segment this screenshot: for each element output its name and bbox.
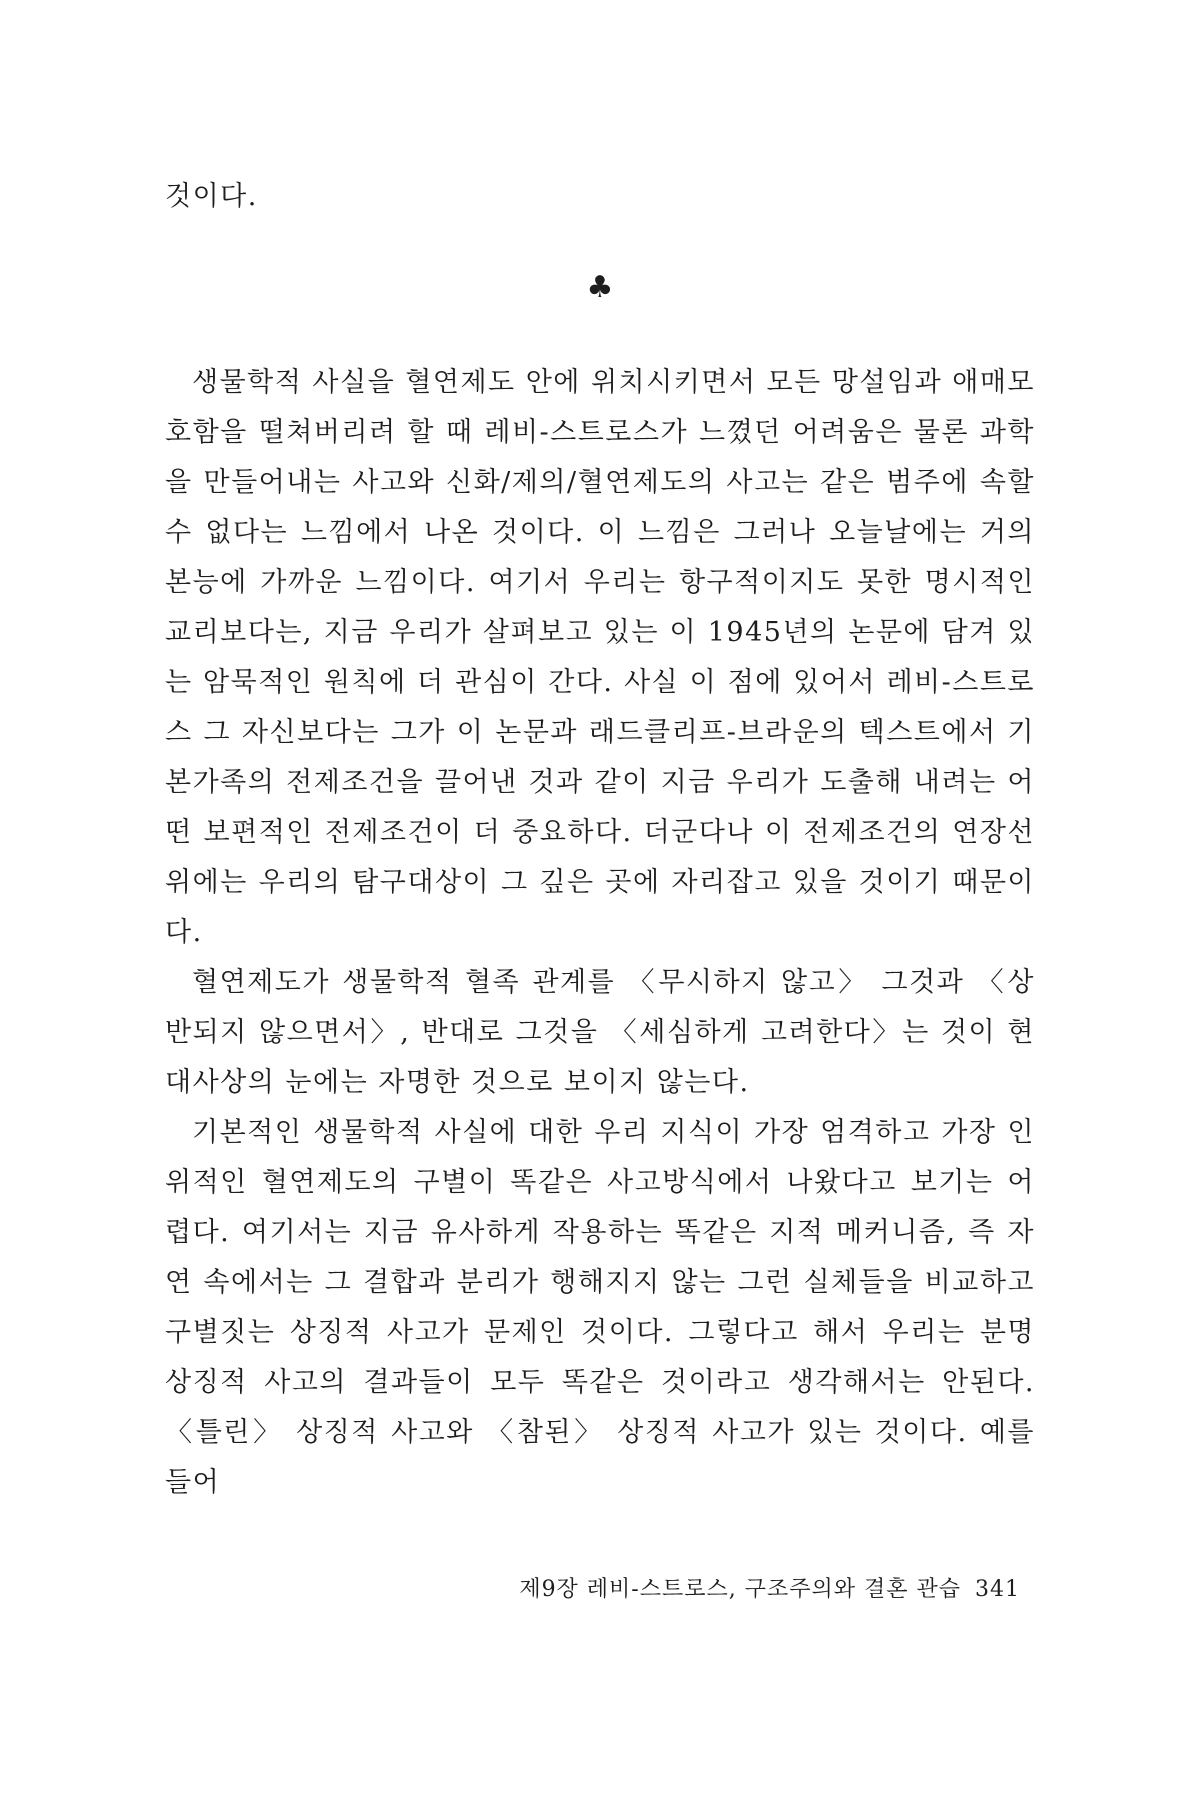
page-number: 341 xyxy=(975,1577,1020,1602)
opening-line: 것이다. xyxy=(165,181,258,212)
paragraph-1: 생물학적 사실을 혈연제도 안에 위치시키면서 모든 망설임과 애매모호함을 떨쳐버리려 할 때 레비-스트로스가 느꼈던 어려움은 물론 과학을 만들어내는 사고와 신화/제의/혈연제도의 사고는 같은 범주에 속할 수 없다는 느낌에서 나온 것이다. 이 느낌은 그러나 오늘날에는 거의 본능에 가까운 느낌이다. 여기서 우리는 항구적이지도 못한 명시적인 교리보다는, 지금 우리가 살펴보고 있는 이 1945년의 논문에 담겨 있는 암묵적인 원칙에 더 관심이 간다. 사실 이 점에 있어서 레비-스트로스 그 자신보다는 그가 이 논문과 래드클리프-브라운의 텍스트에서 기본가족의 전제조건을 끌어낸 것과 같이 지금 우리가 도출해 내려는 어떤 보편적인 전제조건이 더 중요하다. 더군다나 이 전제조건의 연장선 위에는 우리의 탐구대상이 그 깊은 곳에 자리잡고 있을 것이기 때문이다. xyxy=(165,367,1035,948)
club-ornament-icon: ♣ xyxy=(586,270,614,305)
running-head: 제9장 레비-스트로스, 구조주의와 결혼 관습 xyxy=(519,1577,961,1602)
page-footer xyxy=(519,1572,1020,1603)
paragraph-2: 혈연제도가 생물학적 혈족 관계를 〈무시하지 않고〉 그것과 〈상반되지 않으면서〉, 반대로 그것을 〈세심하게 고려한다〉는 것이 현대사상의 눈에는 자명한 것으로 보이지 않는다. xyxy=(165,967,1035,1098)
paragraph-3: 기본적인 생물학적 사실에 대한 우리 지식이 가장 엄격하고 가장 인위적인 혈연제도의 구별이 똑같은 사고방식에서 나왔다고 보기는 어렵다. 여기서는 지금 유사하게 작용하는 똑같은 지적 메커니즘, 즉 자연 속에서는 그 결합과 분리가 행해지지 않는 그런 실체들을 비교하고 구별짓는 상징적 사고가 문제인 것이다. 그렇다고 해서 우리는 분명 상징적 사고의 결과들이 모두 똑같은 것이라고 생각해서는 안된다. 〈틀린〉 상징적 사고와 〈참된〉 상징적 사고가 있는 것이다. 예를 들어 xyxy=(165,1117,1035,1498)
body-text xyxy=(165,358,1035,1508)
